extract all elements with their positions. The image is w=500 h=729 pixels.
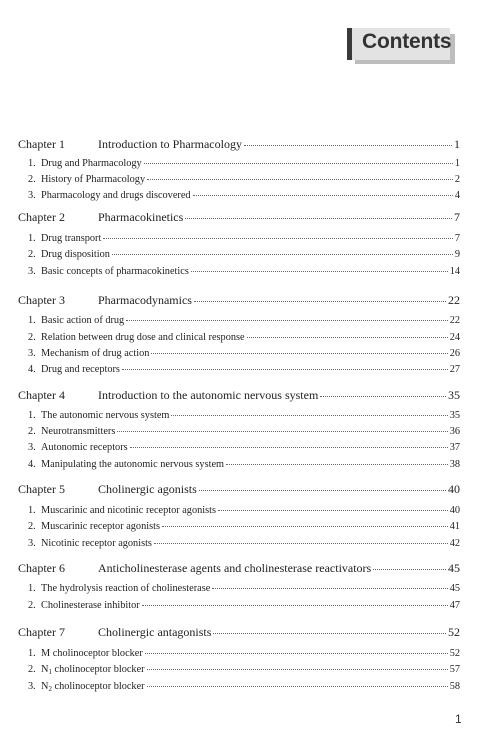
section-label xyxy=(28,681,145,692)
section-title: Pharmacology and drugs discovered xyxy=(41,190,191,201)
dot-leader xyxy=(103,238,453,239)
dot-leader xyxy=(130,447,448,448)
section-title xyxy=(41,681,145,692)
dot-leader xyxy=(147,686,448,687)
section-title: Basic action of drug xyxy=(41,315,125,326)
section-label xyxy=(28,600,140,611)
chapter-number: Chapter 4 xyxy=(18,388,65,402)
section-title: Cholinesterase inhibitor xyxy=(41,600,140,611)
dot-leader xyxy=(122,369,448,370)
dot-leader xyxy=(194,301,446,302)
section-number: 4. xyxy=(28,459,36,470)
section-page: 26 xyxy=(449,348,460,359)
dot-leader xyxy=(142,605,448,606)
section-page: 45 xyxy=(449,583,460,594)
section-title-suffix: cholinoceptor blocker xyxy=(51,681,145,692)
dot-leader xyxy=(199,490,446,491)
dot-leader xyxy=(147,179,453,180)
chapter-page: 22 xyxy=(448,293,460,307)
dot-leader xyxy=(212,588,447,589)
section-number: 3. xyxy=(28,442,36,453)
section-entry[interactable] xyxy=(28,521,460,532)
section-number: 3. xyxy=(28,190,36,201)
section-label xyxy=(28,174,145,185)
section-label xyxy=(28,410,169,421)
section-title: Drug disposition xyxy=(41,249,110,260)
section-number: 3. xyxy=(28,681,36,692)
section-page: 35 xyxy=(449,410,460,421)
section-title-prefix: N xyxy=(41,664,49,675)
section-label xyxy=(28,426,115,437)
section-title: Relation between drug dose and clinical response xyxy=(41,332,245,343)
chapter-label xyxy=(18,561,371,576)
section-page: 57 xyxy=(449,664,460,675)
section-title xyxy=(41,664,145,675)
section-label xyxy=(28,505,216,516)
dot-leader xyxy=(147,669,448,670)
section-title: History of Pharmacology xyxy=(41,174,146,185)
chapter-label xyxy=(18,482,197,497)
section-page: 14 xyxy=(449,266,460,277)
section-label xyxy=(28,521,160,532)
section-number: 4. xyxy=(28,364,36,375)
chapter-label xyxy=(18,210,183,225)
section-label xyxy=(28,442,128,453)
section-title-suffix: cholinoceptor blocker xyxy=(51,664,145,675)
section-title: Drug and receptors xyxy=(41,364,120,375)
chapter-number: Chapter 7 xyxy=(18,625,65,639)
chapter-title: Introduction to Pharmacology xyxy=(98,137,242,151)
dot-leader xyxy=(185,218,452,219)
chapter-number: Chapter 2 xyxy=(18,210,65,224)
chapter-title: Cholinergic antagonists xyxy=(98,625,212,639)
chapter-title: Pharmacokinetics xyxy=(98,210,184,224)
section-label xyxy=(28,538,152,549)
section-title-subscript: 1 xyxy=(48,668,52,675)
chapter-number: Chapter 6 xyxy=(18,561,65,575)
dot-leader xyxy=(144,163,453,164)
section-page: 22 xyxy=(449,315,460,326)
chapter-title: Introduction to the autonomic nervous system xyxy=(98,388,319,402)
section-title: Mechanism of drug action xyxy=(41,348,150,359)
section-page: 47 xyxy=(449,600,460,611)
chapter-page: 40 xyxy=(448,482,460,496)
dot-leader xyxy=(320,396,446,397)
section-label xyxy=(28,233,101,244)
dot-leader xyxy=(171,415,447,416)
section-label xyxy=(28,348,149,359)
section-entry[interactable] xyxy=(28,538,460,549)
section-number: 2. xyxy=(28,600,36,611)
section-title: Muscarinic receptor agonists xyxy=(41,521,160,532)
section-title: M cholinoceptor blocker xyxy=(41,648,143,659)
section-entry[interactable] xyxy=(28,249,460,260)
section-label xyxy=(28,648,143,659)
section-number: 1. xyxy=(28,233,36,244)
section-number: 3. xyxy=(28,538,36,549)
section-label xyxy=(28,190,191,201)
section-page: 42 xyxy=(449,538,460,549)
dot-leader xyxy=(193,195,453,196)
chapter-entry[interactable] xyxy=(18,388,460,403)
section-title: Basic concepts of pharmacokinetics xyxy=(41,266,189,277)
dot-leader xyxy=(218,510,448,511)
page-number: 1 xyxy=(455,712,462,726)
section-label xyxy=(28,332,245,343)
section-entry[interactable] xyxy=(28,364,460,375)
section-title: Nicotinic receptor agonists xyxy=(41,538,152,549)
section-number: 1. xyxy=(28,648,36,659)
chapter-entry[interactable] xyxy=(18,625,460,640)
section-page: 38 xyxy=(449,459,460,470)
section-label xyxy=(28,583,210,594)
section-entry[interactable] xyxy=(28,505,460,516)
section-entry[interactable] xyxy=(28,266,460,277)
section-number: 2. xyxy=(28,332,36,343)
section-entry[interactable] xyxy=(28,583,460,594)
section-title: Muscarinic and nicotinic receptor agonists xyxy=(41,505,216,516)
chapter-label xyxy=(18,293,192,308)
section-entry[interactable] xyxy=(28,459,460,470)
dot-leader xyxy=(244,145,452,146)
section-page: 7 xyxy=(454,233,460,244)
section-page: 1 xyxy=(454,158,460,169)
section-number: 2. xyxy=(28,664,36,675)
section-number: 2. xyxy=(28,174,36,185)
section-entry[interactable] xyxy=(28,410,460,421)
chapter-page: 1 xyxy=(454,137,460,151)
chapter-page: 45 xyxy=(448,561,460,575)
section-title: Autonomic receptors xyxy=(41,442,128,453)
section-entry[interactable] xyxy=(28,348,460,359)
section-title-subscript: 2 xyxy=(48,685,52,692)
section-entry[interactable] xyxy=(28,332,460,343)
section-entry[interactable] xyxy=(28,681,460,692)
dot-leader xyxy=(112,254,453,255)
section-number: 3. xyxy=(28,266,36,277)
section-entry[interactable] xyxy=(28,426,460,437)
section-label xyxy=(28,315,124,326)
page-title: Contents xyxy=(362,30,452,53)
chapter-label xyxy=(18,388,318,403)
section-label xyxy=(28,459,224,470)
chapter-title: Anticholinesterase agents and cholinesterase reactivators xyxy=(98,561,372,575)
dot-leader xyxy=(145,653,448,654)
section-number: 3. xyxy=(28,348,36,359)
section-title: Drug transport xyxy=(41,233,102,244)
section-label xyxy=(28,664,145,675)
section-label xyxy=(28,158,142,169)
section-title: The autonomic nervous system xyxy=(41,410,170,421)
section-entry[interactable] xyxy=(28,442,460,453)
section-title: The hydrolysis reaction of cholinesterase xyxy=(41,583,211,594)
section-title: Neurotransmitters xyxy=(41,426,116,437)
dot-leader xyxy=(162,526,448,527)
section-entry[interactable] xyxy=(28,233,460,244)
section-number: 2. xyxy=(28,521,36,532)
chapter-page: 7 xyxy=(454,210,460,224)
section-number: 1. xyxy=(28,315,36,326)
chapter-entry[interactable] xyxy=(18,293,460,308)
chapter-number: Chapter 3 xyxy=(18,293,65,307)
dot-leader xyxy=(213,633,446,634)
section-page: 27 xyxy=(449,364,460,375)
dot-leader xyxy=(126,320,447,321)
section-title: Manipulating the autonomic nervous system xyxy=(41,459,225,470)
chapter-page: 52 xyxy=(448,625,460,639)
section-entry[interactable] xyxy=(28,315,460,326)
dot-leader xyxy=(151,353,447,354)
section-page: 9 xyxy=(454,249,460,260)
chapter-entry[interactable] xyxy=(18,482,460,497)
chapter-entry[interactable] xyxy=(18,561,460,576)
section-page: 41 xyxy=(449,521,460,532)
section-label xyxy=(28,364,120,375)
section-entry[interactable] xyxy=(28,648,460,659)
dot-leader xyxy=(117,431,447,432)
section-number: 2. xyxy=(28,249,36,260)
section-number: 2. xyxy=(28,426,36,437)
section-page: 24 xyxy=(449,332,460,343)
chapter-entry[interactable] xyxy=(18,210,460,225)
dot-leader xyxy=(373,569,446,570)
dot-leader xyxy=(226,464,448,465)
section-page: 52 xyxy=(449,648,460,659)
section-entry[interactable] xyxy=(28,190,460,201)
section-number: 1. xyxy=(28,505,36,516)
section-title: Drug and Pharmacology xyxy=(41,158,142,169)
chapter-title: Pharmacodynamics xyxy=(98,293,192,307)
section-entry[interactable] xyxy=(28,600,460,611)
chapter-number: Chapter 5 xyxy=(18,482,65,496)
section-page: 36 xyxy=(449,426,460,437)
section-page: 40 xyxy=(449,505,460,516)
dot-leader xyxy=(154,543,448,544)
section-entry[interactable] xyxy=(28,158,460,169)
section-label xyxy=(28,266,189,277)
dot-leader xyxy=(247,337,448,338)
section-number: 1. xyxy=(28,583,36,594)
section-title-prefix: N xyxy=(41,681,49,692)
section-page: 4 xyxy=(454,190,460,201)
chapter-number: Chapter 1 xyxy=(18,137,65,151)
chapter-label xyxy=(18,625,211,640)
chapter-page: 35 xyxy=(448,388,460,402)
chapter-entry[interactable] xyxy=(18,137,460,152)
section-entry[interactable] xyxy=(28,174,460,185)
chapter-title: Cholinergic agonists xyxy=(98,482,197,496)
section-number: 1. xyxy=(28,410,36,421)
section-entry[interactable] xyxy=(28,664,460,675)
section-page: 2 xyxy=(454,174,460,185)
section-page: 58 xyxy=(449,681,460,692)
section-number: 1. xyxy=(28,158,36,169)
section-label xyxy=(28,249,110,260)
dot-leader xyxy=(191,271,448,272)
section-page: 37 xyxy=(449,442,460,453)
chapter-label xyxy=(18,137,242,152)
